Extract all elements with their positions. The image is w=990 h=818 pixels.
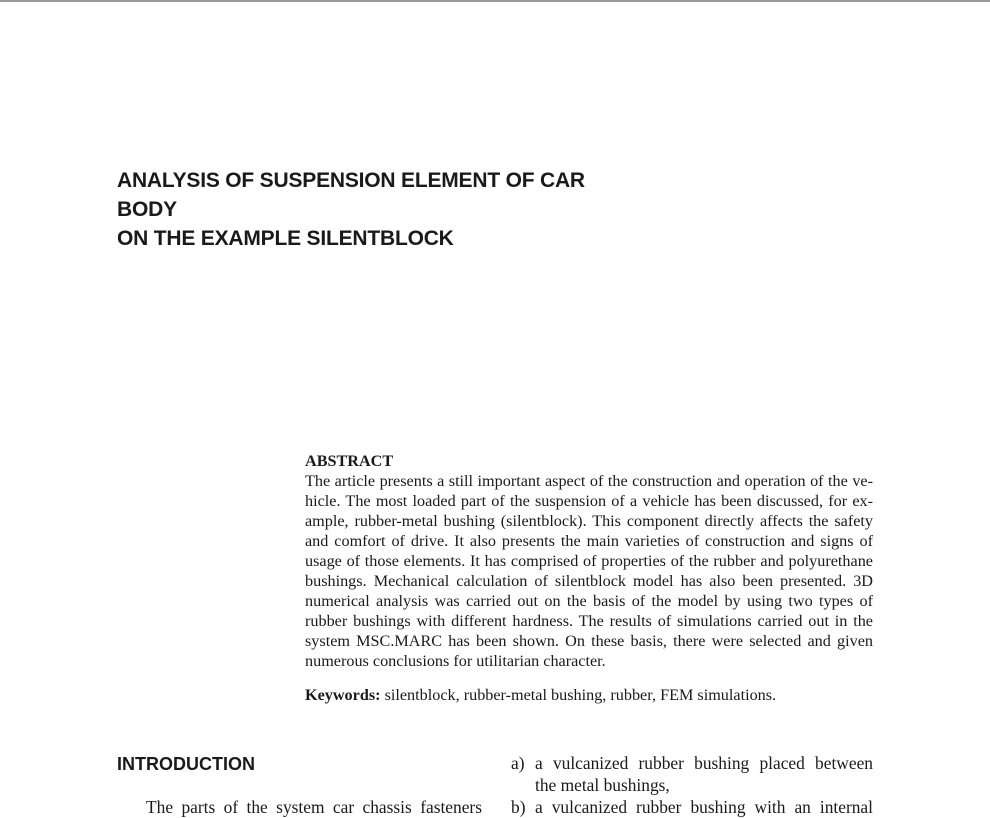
abstract-line: and comfort of drive. It also presents the main varieties of construction and signs of [305, 532, 873, 550]
abstract-line: ample, rubber-metal bushing (silentblock). This component directly affects the safety [305, 512, 873, 530]
paper-title [117, 166, 637, 253]
list-item-line: a vulcanized rubber bushing with an internal [535, 797, 873, 817]
abstract-section [305, 451, 873, 671]
abstract-line: rubber bushings with different hardness. The results of simulations carried out in the [305, 612, 873, 630]
keywords-text: silentblock, rubber-metal bushing, rubber, FEM simulations. [380, 686, 777, 704]
abstract-line: system MSC.MARC has been shown. On these basis, there were selected and given [305, 632, 873, 650]
list-marker: b) [511, 797, 526, 817]
list-item-line: the metal bushings, [535, 775, 670, 795]
abstract-line: usage of those elements. It has comprised of properties of the rubber and polyurethane [305, 552, 873, 570]
abstract-line: bushings. Mechanical calculation of silentblock model has also been presented. 3D [305, 572, 873, 590]
list-item [511, 752, 873, 796]
top-rule [0, 0, 990, 2]
paper-title-line-1: ANALYSIS OF SUSPENSION ELEMENT OF CAR [117, 169, 585, 192]
abstract-line: The article presents a still important aspect of the construction and operation of the ve- [305, 472, 873, 490]
list-marker: a) [511, 753, 525, 773]
list-item [511, 796, 873, 818]
introduction-paragraph: The parts of the system car chassis fasteners [146, 797, 482, 817]
paper-title-line-3: ON THE EXAMPLE SILENTBLOCK [117, 227, 454, 250]
paper-title-line-2: BODY [117, 198, 177, 221]
abstract-line: numerical analysis was carried out on the basis of the model by using two types of [305, 592, 873, 610]
list-item-line: a vulcanized rubber bushing placed between [535, 753, 873, 773]
abstract-body [305, 471, 873, 671]
keywords [305, 685, 873, 705]
abstract-line: hicle. The most loaded part of the suspension of a vehicle has been discussed, for ex- [305, 492, 873, 510]
abstract-heading: ABSTRACT [305, 452, 394, 470]
keywords-label: Keywords: [305, 686, 381, 704]
introduction-heading: INTRODUCTION [117, 754, 255, 774]
component-list [511, 752, 873, 818]
abstract-line: numerous conclusions for utilitarian character. [305, 652, 606, 670]
